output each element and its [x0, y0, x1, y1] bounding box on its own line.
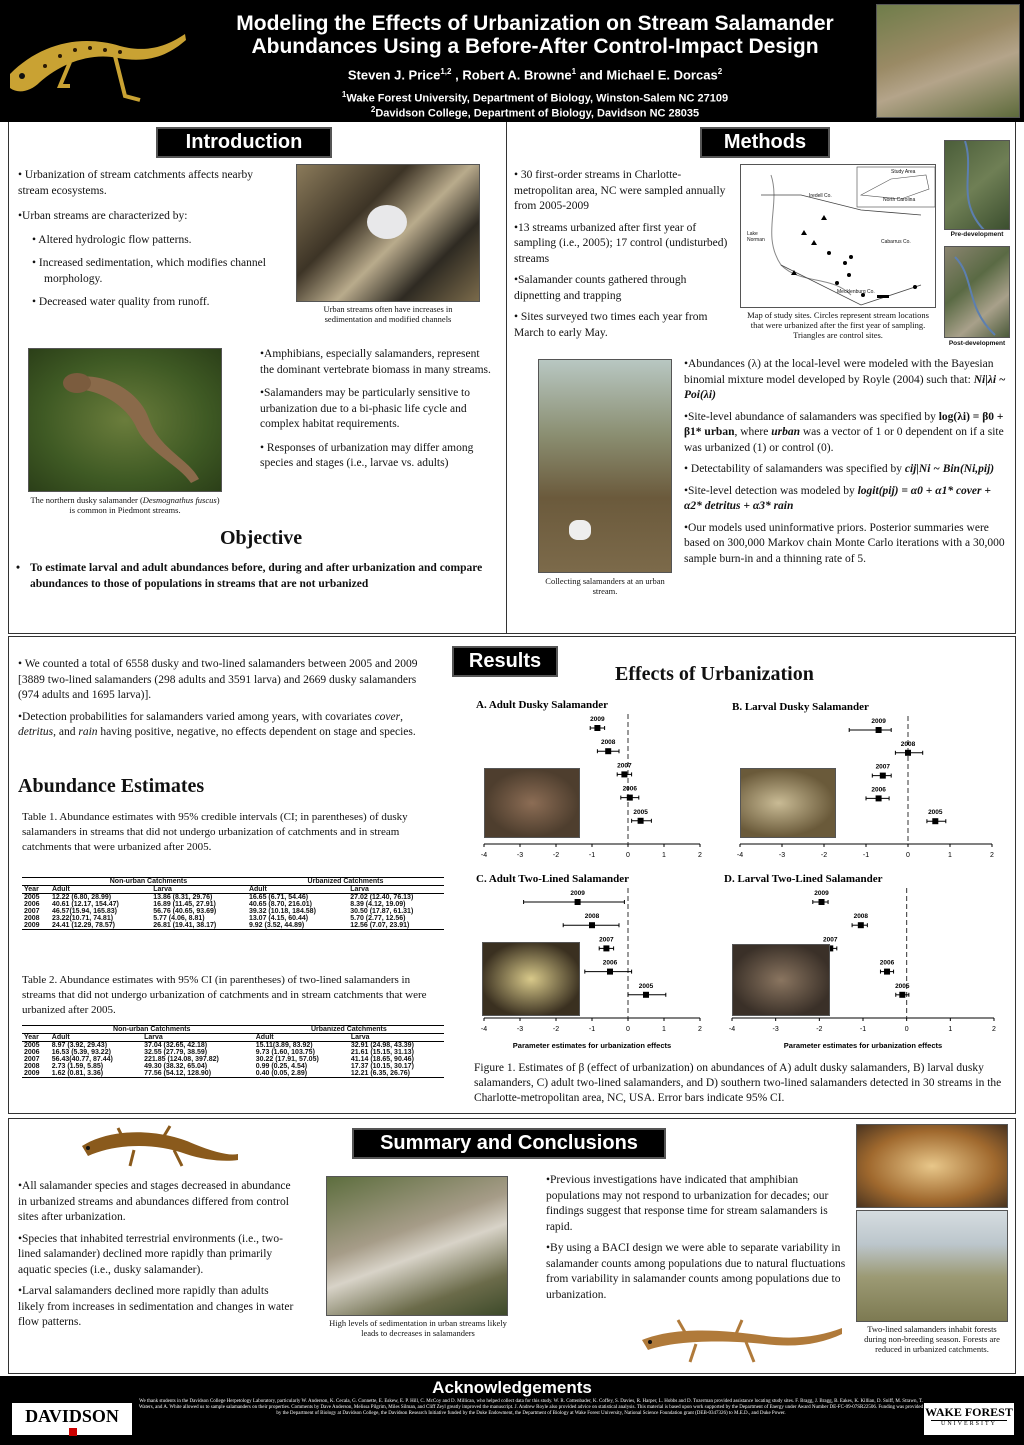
x-tick-label: -2 [552, 1026, 560, 1033]
estimate-point [899, 992, 905, 998]
urban-stream-caption: Urban streams often have increases in sedimentation and modified channels [323, 304, 453, 324]
x-tick-label: 0 [904, 1026, 909, 1033]
chart-title: B. Larval Dusky Salamander [732, 701, 869, 713]
year-label: 2005 [895, 982, 910, 990]
map-caption: Map of study sites. Circles represent stream locations that were urbanized after the first year of sampling. Triangles are control sites. [747, 310, 929, 340]
year-label: 2007 [823, 936, 838, 944]
estimate-point [589, 922, 595, 928]
map-label-mecklenburg: Mecklenburg Co. [837, 289, 875, 295]
poster-title: Modeling the Effects of Urbanization on Stream Salamander Abundances Using a Before-After Control-Impact Design [236, 12, 834, 58]
year-label: 2007 [599, 936, 614, 944]
x-tick-label: 2 [992, 1026, 996, 1033]
summary-left: •All salamander species and stages decreased in abundance in urbanized streams and abundances differed from control sites after urbanization. •Species that inhabited terrestrial environments (i.e., two-lined salamander) declined more rapidly than primarily aquatic species (i.e., dusky salamander). •Larval salamanders declined more rapidly than adults likely from increases in sedimentation and changes in water flow patterns. [18, 1180, 294, 1328]
estimate-point [819, 899, 825, 905]
x-tick-label: 1 [662, 852, 666, 859]
estimate-point [880, 773, 886, 779]
x-tick-label: -1 [862, 852, 870, 859]
x-tick-label: -2 [820, 852, 828, 859]
year-label: 2006 [622, 785, 638, 793]
sedimentation-caption: High levels of sedimentation in urban streams likely leads to decreases in salamanders [329, 1318, 507, 1338]
table1 [22, 877, 444, 930]
summary-right: •Previous investigations have indicated that amphibian populations may not respond to urbanization for decades; our findings suggest that response time for stream salamanders is rapid. •By using a BACI design we were able to separate variability in salamander counts among populations due to natural fluctuations from variability in salamander counts among populations due to urbanization. [546, 1174, 846, 1301]
table1-group-urban: Urbanized Catchments [247, 878, 444, 886]
summary-heading: Summary and Conclusions [352, 1128, 666, 1159]
pre-development-label: Pre-development [950, 231, 1004, 238]
post-development-label: Post-development [948, 340, 1006, 347]
methods-heading: Methods [700, 127, 830, 158]
year-label: 2008 [600, 739, 616, 747]
x-tick-label: 0 [906, 852, 910, 859]
x-tick-label: -3 [778, 852, 786, 859]
collecting-salamanders-photo [538, 359, 672, 573]
map-label-study-area: Study Area [891, 169, 916, 175]
table2 [22, 1025, 444, 1078]
table-row: 2005 12.22 (6.80, 28.99) 13.86 (8.31, 29.76) 16.65 (6.71, 54.46) 27.02 (12.40, 76.13) [24, 894, 414, 901]
intro-bullets-2: •Amphibians, especially salamanders, represent the dominant vertebrate biomass in many streams. •Salamanders may be particularly sensitive to urbanization due to a bi-phasic life cycle and complex habitat requirements. • Responses of urbanization may differ among species and stages (i.e., larvae vs. adults) [260, 348, 491, 469]
year-label: 2007 [875, 763, 891, 771]
x-tick-label: -4 [728, 1026, 736, 1033]
adult-dusky-inset-photo [484, 768, 580, 838]
x-tick-label: 2 [990, 852, 994, 859]
x-tick-label: 2 [698, 852, 702, 859]
map-label-cabarrus: Cabarrus Co. [881, 239, 911, 245]
x-axis-label: Parameter estimates for urbanization effects [512, 1041, 672, 1050]
year-label: 2008 [584, 913, 600, 921]
year-label: 2006 [871, 786, 886, 794]
affiliation-2: $^2$Davidson College, Department of Biology, Davidson NC 28035 [370, 105, 700, 120]
table-row: 2007 56.43(40.77, 87.44) 221.85 (124.08, 397.82) 30.22 (17.91, 57.05) 41.14 (18.65, 90.46) [24, 1056, 414, 1063]
abundance-heading: Abundance Estimates [18, 775, 205, 797]
chart-title: C. Adult Two-Lined Salamander [476, 873, 630, 885]
methods-bullets: • 30 first-order streams in Charlotte-metropolitan area, NC were sampled annually from 2005-2009 •13 streams urbanized after first year of sampling (i.e., 2005); 17 control (undisturbed) streams •Salamander counts gathered through dipnetting and trapping • Sites surveyed two times each year from March to early May. [514, 169, 728, 339]
estimate-point [607, 969, 613, 975]
adult-twolined-inset-photo [482, 942, 580, 1016]
objective-heading: Objective [220, 527, 303, 549]
x-axis-label: Parameter estimates for urbanization effects [783, 1041, 943, 1050]
map-label-iredell: Iredell Co. [809, 193, 832, 199]
estimate-point [876, 727, 882, 733]
table2-col: Larva [349, 1034, 444, 1042]
table2-col: Adult [50, 1034, 142, 1042]
table1-group-nonurban: Non-urban Catchments [50, 878, 247, 886]
year-label: 2009 [871, 718, 886, 725]
stream-photo-header [876, 4, 1020, 118]
collecting-caption: Collecting salamanders at an urban stream. [545, 576, 665, 596]
intro-bullets: • Urbanization of stream catchments affects nearby stream ecosystems. •Urban streams are characterized by: • Altered hydrologic flow patterns. • Increased sedimentation, which modifies channel morphology. • Decreased water quality from runoff. [18, 169, 266, 308]
table-row: 2007 46.57(15.94, 165.83) 56.76 (40.65, 93.69) 39.32 (10.18, 184.58) 30.50 (17.87, 61.31) [24, 908, 414, 915]
results-heading: Results [452, 646, 558, 677]
table1-col-year: Year [22, 886, 50, 894]
year-label: 2009 [590, 716, 605, 723]
x-tick-label: -1 [588, 852, 596, 859]
poster-header [0, 0, 1024, 122]
estimate-point [605, 748, 611, 754]
estimate-point [575, 899, 581, 905]
table-row: 2009 1.62 (0.81, 3.36) 77.56 (54.12, 128.90) 0.40 (0.05, 2.89) 12.21 (6.35, 26.76) [22, 1070, 444, 1078]
twolined-salamander-photo-top [74, 1120, 240, 1174]
estimate-point [884, 969, 890, 975]
salamander-photo-header [0, 4, 190, 116]
effects-heading: Effects of Urbanization [615, 663, 814, 685]
table1-caption: Table 1. Abundance estimates with 95% credible intervals (CI; in parentheses) of dusky salamanders in streams that did not undergo urbanization of catchments and in stream catchments that were urbanized after 2005. [22, 811, 408, 853]
chart-title: D. Larval Two-Lined Salamander [724, 873, 883, 885]
study-site-map [740, 164, 936, 308]
x-tick-label: -2 [552, 852, 560, 859]
year-label: 2005 [928, 809, 943, 817]
post-development-photo [944, 246, 1010, 338]
larval-dusky-inset-photo [740, 768, 836, 838]
x-tick-label: -4 [736, 852, 744, 859]
table-row: 2006 16.53 (5.39, 93.22) 32.55 (27.79, 38.59) 9.73 (1.60, 103.75) 21.61 (15.15, 31.13) [24, 1049, 414, 1056]
affiliation-1: $^1$Wake Forest University, Department of Biology, Winston-Salem NC 27109 [341, 90, 729, 105]
table2-col: Larva [142, 1034, 254, 1042]
year-label: 2006 [879, 959, 895, 967]
dusky-salamander-caption: The northern dusky salamander (Desmognathus fuscus) is common in Piedmont streams. [30, 495, 220, 515]
pre-development-photo [944, 140, 1010, 230]
table1-col: Adult [247, 886, 348, 894]
poster-authors: Steven J. Price$^{1,2}$ , Robert A. Browne$^1$ and Michael E. Dorcas$^2$ [347, 67, 723, 83]
x-tick-label: 0 [626, 852, 630, 859]
map-label-nc: North Carolina [883, 197, 916, 203]
table1-col: Adult [50, 886, 151, 894]
chart-title: A. Adult Dusky Salamander [476, 699, 609, 711]
x-tick-label: -3 [516, 1026, 524, 1033]
twolined-forest-photo [856, 1124, 1008, 1208]
table1-col: Larva [151, 886, 247, 894]
table2-group-urban: Urbanized Catchments [254, 1026, 444, 1034]
wake-forest-logo: WAKE FOREST UNIVERSITY [924, 1403, 1014, 1435]
larval-twolined-inset-photo [732, 944, 830, 1016]
x-tick-label: 1 [662, 1026, 666, 1033]
x-tick-label: 0 [626, 1026, 630, 1033]
year-label: 2005 [638, 982, 654, 990]
estimate-point [627, 795, 633, 801]
x-tick-label: -3 [516, 852, 524, 859]
table-row: 2008 23.22(10.71, 74.81) 5.77 (4.06, 8.81) 13.07 (4.15, 60.44) 5.70 (2.77, 12.56) [24, 915, 406, 922]
estimate-point [876, 795, 882, 801]
estimate-point [638, 818, 644, 824]
map-label-lake-norman: Lake Norman [747, 231, 765, 243]
table-row: 2008 2.73 (1.59, 5.85) 49.30 (38.32, 65.04) 0.99 (0.25, 4.54) 17.37 (10.15, 30.17) [24, 1063, 414, 1070]
estimate-point [932, 818, 938, 824]
year-label: 2009 [570, 890, 585, 897]
x-tick-label: -1 [859, 1026, 867, 1033]
estimate-point [594, 725, 600, 731]
objective-text: • To estimate larval and adult abundances before, during and after urbanization and compare abundances to those of populations in streams that are not urbanized [16, 562, 483, 590]
x-tick-label: -2 [816, 1026, 823, 1033]
x-tick-label: -4 [480, 1026, 488, 1033]
year-label: 2007 [617, 762, 632, 770]
table2-caption: Table 2. Abundance estimates with 95% CI (in parentheses) of two-lined salamanders in streams that did not undergo urbanization of catchments and in stream catchments that were urbanized after 2005. [22, 974, 427, 1016]
urban-stream-photo [296, 164, 480, 302]
x-tick-label: 2 [698, 1026, 702, 1033]
year-label: 2008 [900, 740, 916, 748]
sedimentation-photo [326, 1176, 508, 1316]
methods-model: •Abundances (λ) at the local-level were modeled with the Bayesian binomial mixture model developed by Royle (2004) such that: Ni|λi ~ Poi(λi) •Site-level abundance of salamanders was specified by log(λi) = β0 + β1* urban, where urban was a vector of 1 or 0 dependent on if a site was urbanized (1) or control (0). • Detectability of salamanders was specified by cij|Ni ~ Bin(Ni,pij) •Site-level detection was modeled by logit(pij) = α0 + α1* cover + α2* detritus + α3* rain •Our models used uninformative priors. Posterior summaries were based on 300,000 Markov chain Monte Carlo iterations with a 30,000 sample burn-in and a thinning rate of 5. [684, 358, 1006, 565]
table-row: 2009 24.41 (12.29, 78.57) 26.81 (19.41, 38.17) 9.92 (3.52, 44.89) 12.56 (7.07, 23.91) [22, 922, 444, 930]
year-label: 2008 [853, 913, 869, 921]
dusky-salamander-photo [28, 348, 222, 492]
table-row: 2005 8.97 (3.92, 29.43) 37.04 (32.65, 42.18) 15.11(3.89, 83.92) 32.91 (24.98, 43.39) [24, 1042, 414, 1049]
twolined-salamander-photo-bottom [636, 1306, 846, 1372]
x-tick-label: -4 [480, 852, 488, 859]
estimate-point [603, 945, 609, 951]
twolined-forest-caption: Two-lined salamanders inhabit forests during non-breeding season. Forests are reduced in urbanized catchments. [864, 1324, 1000, 1354]
estimate-point [905, 750, 911, 756]
x-tick-label: 1 [948, 852, 952, 859]
estimate-point [643, 992, 649, 998]
table2-col-year: Year [22, 1034, 50, 1042]
year-label: 2005 [633, 808, 648, 816]
ack-heading: Acknowledgements [432, 1378, 592, 1397]
figure-caption: Figure 1. Estimates of β (effect of urbanization) on abundances of A) adult dusky salamanders, B) larval dusky salamanders, C) adult two-lined salamanders, and D) southern two-lined salamanders detected in 30 streams in the Charlotte-metropolitan area, NC, USA. Error bars indicate 95% CI. [474, 1062, 1002, 1104]
x-tick-label: -3 [772, 1026, 779, 1033]
table2-col: Adult [254, 1034, 349, 1042]
x-tick-label: 1 [948, 1026, 953, 1033]
urbanized-catchment-photo [856, 1210, 1008, 1322]
year-label: 2006 [602, 959, 618, 967]
table1-col: Larva [348, 886, 444, 894]
x-tick-label: -1 [588, 1026, 596, 1033]
table2-group-nonurban: Non-urban Catchments [50, 1026, 254, 1034]
column-divider [506, 122, 507, 634]
intro-heading: Introduction [156, 127, 332, 158]
estimate-point [858, 922, 864, 928]
ack-text: We thank students in the Davidson College Herpetology Laboratory, particularly W. Anderson, K. Cecala, G. Connette, E. Eskew, E. P. Hill, C. McCoy and D. Millican, who helped collect data for this study. W. R. Cottenbader, K. Coffey, S. Davies, R. Harper, L. Hobbs and D. Tozerman provided assistance locating study sites. F. Bragg, J. Bragg, B. Eakes, K. Killian, D. Sniff, M. Strawn, T. Waters, and A. White allowed us to sample salamanders on their properties. Comments by Dave Anderson, Melissa Pilgrim, Miles Silman, and Cliff Zeyl greatly improved the manuscript. J. Andrew Royle also provided advice on statistical analysis. This material is based upon work supported by the Department of Energy under Award Number DE-FC-09-07SR22506. Funding was provided by the Department of Biology at Davidson College, the Davidson Research Initiative funded by the Duke Endowment, the Department of Biology at Wake Forest University, National Science Foundation grant (DEB-0347326) to M.E.D., and Duke Power. [138, 1399, 924, 1416]
estimate-point [621, 771, 627, 777]
results-text: • We counted a total of 6558 dusky and two-lined salamanders between 2005 and 2009 [3889 two-lined salamanders (298 adults and 3591 larva) and 2669 dusky salamanders (974 adults and 1695 larva)]. •Detection probabilities for salamanders varied among years, with covariates cover, detritus, and rain having positive, negative, no effects dependent on stage and species. [18, 658, 418, 738]
table-row: 2006 40.61 (12.17, 154.47) 16.89 (11.45, 27.91) 40.65 (8.70, 216.01) 8.39 (4.12, 19.09) [24, 901, 406, 908]
davidson-logo: DAVIDSON [12, 1403, 132, 1435]
year-label: 2009 [814, 890, 829, 897]
